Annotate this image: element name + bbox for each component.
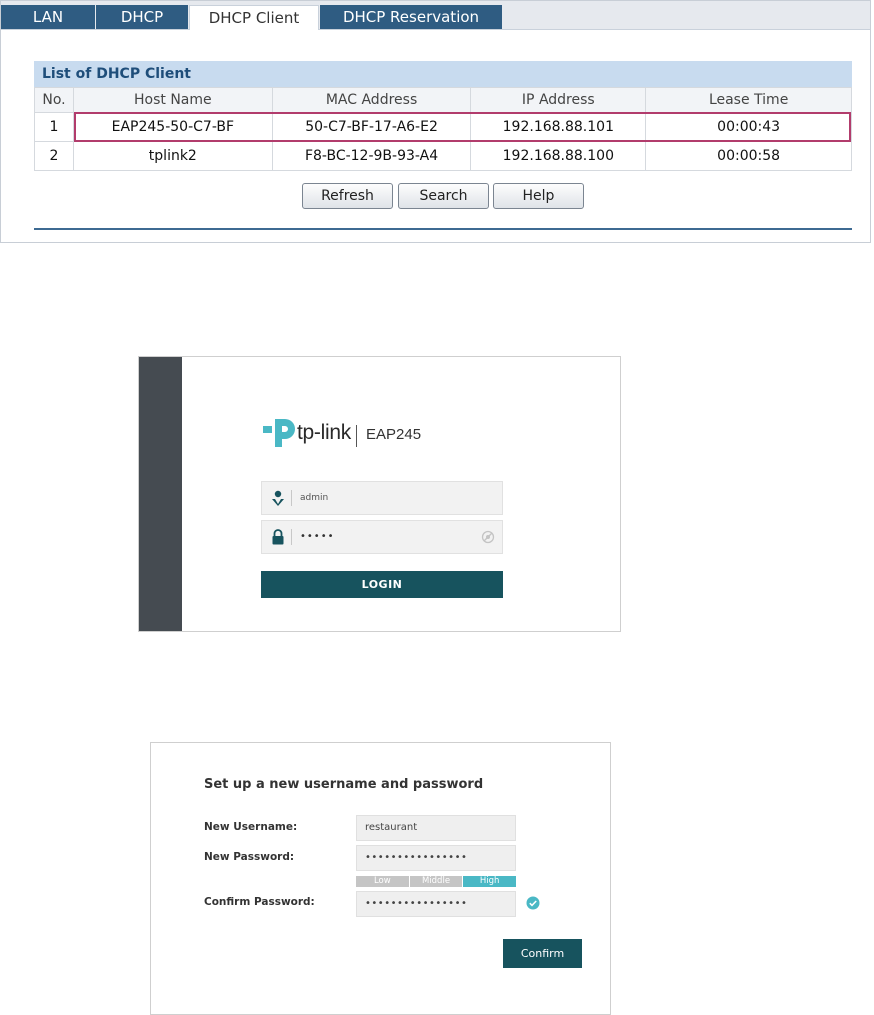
list-title: List of DHCP Client [34, 61, 852, 87]
tab-dhcp-reservation[interactable]: DHCP Reservation [320, 5, 502, 29]
new-password-label: New Password: [204, 851, 295, 863]
cell-ip-address: 192.168.88.101 [471, 113, 646, 142]
new-password-input[interactable]: •••••••••••••••• [356, 845, 516, 871]
cell-mac-address: F8-BC-12-9B-93-A4 [272, 142, 471, 171]
table-header-row [35, 88, 852, 113]
brand-name: tp-link [297, 421, 351, 444]
cell-host-name: tplink2 [73, 142, 272, 171]
new-username-label: New Username: [204, 821, 298, 833]
password-strength-meter [356, 876, 516, 887]
login-panel [138, 356, 621, 632]
cell-ip-address: 192.168.88.100 [471, 142, 646, 171]
cell-no: 2 [35, 142, 74, 171]
dhcp-client-panel [0, 0, 871, 243]
model-name: EAP245 [366, 426, 422, 443]
column-header-mac-address: MAC Address [272, 88, 471, 113]
cell-host-name: EAP245-50-C7-BF [73, 113, 272, 142]
column-header-host-name: Host Name [73, 88, 272, 113]
search-button[interactable]: Search [398, 183, 489, 209]
strength-low: Low [356, 876, 409, 887]
logo-separator [356, 425, 357, 447]
cell-mac-address: 50-C7-BF-17-A6-E2 [272, 113, 471, 142]
username-value: admin [300, 493, 329, 503]
password-value: ••••• [300, 531, 335, 542]
confirm-password-input[interactable]: •••••••••••••••• [356, 891, 516, 917]
check-circle-icon [526, 896, 540, 910]
strength-middle: Middle [410, 876, 463, 887]
strength-high: High [463, 876, 516, 887]
column-header-ip-address: IP Address [471, 88, 646, 113]
tp-link-logo-icon [261, 417, 297, 449]
lock-icon [271, 529, 285, 545]
username-input[interactable] [261, 481, 503, 515]
refresh-button[interactable]: Refresh [302, 183, 393, 209]
user-icon [271, 490, 285, 506]
column-header-no: No. [35, 88, 74, 113]
panel-divider [34, 228, 852, 230]
column-header-lease-time: Lease Time [646, 88, 852, 113]
confirm-button[interactable]: Confirm [503, 939, 582, 968]
cell-lease-time: 00:00:43 [646, 113, 852, 142]
field-separator [291, 490, 292, 506]
field-separator [291, 529, 292, 545]
confirm-password-label: Confirm Password: [204, 896, 315, 908]
cell-no: 1 [35, 113, 74, 142]
tab-dhcp-client[interactable]: DHCP Client [189, 5, 319, 30]
help-button[interactable]: Help [493, 183, 584, 209]
tab-bar [1, 1, 870, 30]
table-row[interactable] [35, 142, 852, 171]
setup-title: Set up a new username and password [204, 777, 484, 792]
setup-credentials-panel [150, 742, 611, 1015]
table-row[interactable] [35, 113, 852, 142]
eye-icon[interactable] [481, 530, 495, 544]
dhcp-client-table [34, 87, 852, 171]
tab-dhcp[interactable]: DHCP [96, 5, 188, 29]
login-sidebar [139, 357, 182, 631]
new-username-input[interactable]: restaurant [356, 815, 516, 841]
login-button[interactable]: LOGIN [261, 571, 503, 598]
password-input[interactable] [261, 520, 503, 554]
cell-lease-time: 00:00:58 [646, 142, 852, 171]
tab-lan[interactable]: LAN [1, 5, 95, 29]
